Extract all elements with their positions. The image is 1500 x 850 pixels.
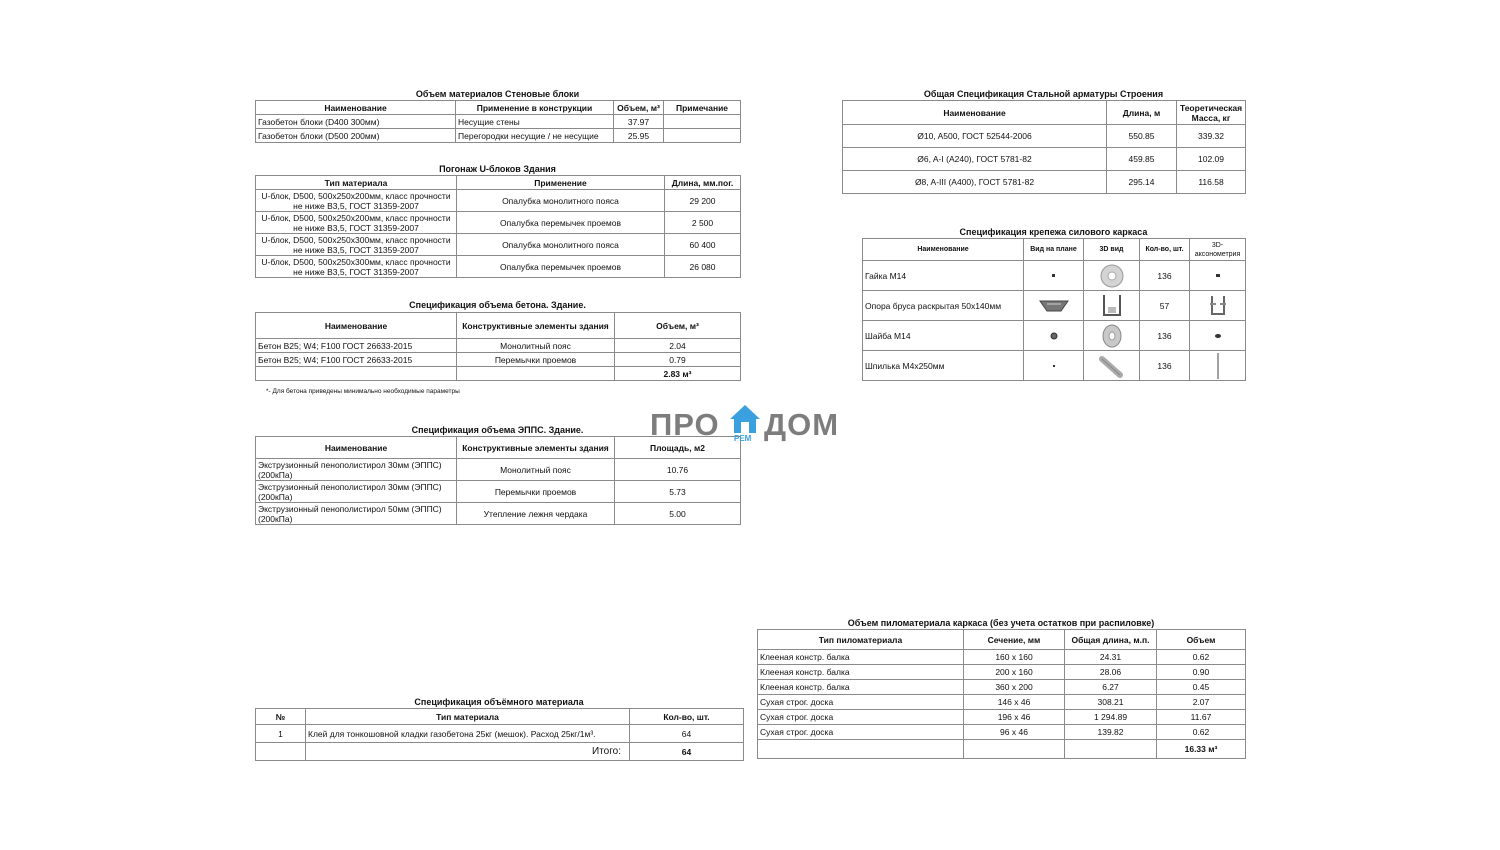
washer-axo-icon (1190, 321, 1246, 351)
cell: 196 x 46 (964, 710, 1065, 725)
concrete-note: *- Для бетона приведены минимально необходимые параметры (266, 388, 460, 395)
house-icon (728, 403, 762, 435)
cell: Опалубка монолитного пояса (457, 190, 665, 212)
total-row (256, 743, 744, 761)
cell: U-блок, D500, 500x250x300мм, класс прочности не ниже B3,5, ГОСТ 31359-2007 (256, 234, 457, 256)
beam-support-plan-icon (1024, 291, 1084, 321)
table-row (758, 725, 1246, 740)
cell: 360 x 200 (964, 680, 1065, 695)
wall-blocks-table (255, 100, 741, 143)
table-row (256, 212, 741, 234)
bulk-section (255, 696, 743, 761)
fasteners-title: Спецификация крепежа силового каркаса (959, 227, 1148, 237)
table-row (863, 291, 1246, 321)
column-header: Кол-во, шт. (630, 709, 744, 725)
cell: 295.14 (1107, 171, 1177, 194)
beam-support-axo-icon (1190, 291, 1246, 321)
cell: Экструзионный пенополистирол 50мм (ЭППС) (200кПа) (256, 503, 457, 525)
nut-plan-icon (1024, 261, 1084, 291)
column-header: Объем (1157, 630, 1246, 650)
cell: Газобетон блоки (D500 200мм) (256, 129, 456, 143)
table-row (256, 234, 741, 256)
cell: Опалубка перемычек проемов (457, 256, 665, 278)
concrete-section (255, 299, 740, 381)
beam-support-icon (1084, 291, 1140, 321)
fasteners-table (862, 238, 1246, 381)
cell: 0.90 (1157, 665, 1246, 680)
wall-blocks-title: Объем материалов Стеновые блоки (415, 89, 580, 99)
cell: 339.32 (1177, 125, 1246, 148)
column-header: Наименование (256, 101, 456, 115)
cell: Сухая строг. доска (758, 725, 964, 740)
cell: 116.58 (1177, 171, 1246, 194)
cell: 550.85 (1107, 125, 1177, 148)
cell: Опалубка перемычек проемов (457, 212, 665, 234)
table-row (758, 695, 1246, 710)
column-header: Тип материала (306, 709, 630, 725)
column-header: Длина, мм.пог. (665, 176, 741, 190)
concrete-table (255, 312, 741, 381)
cell: Перегородки несущие / не несущие (456, 129, 614, 143)
table-row (863, 321, 1246, 351)
stud-axo-icon (1190, 351, 1246, 381)
column-header: Длина, м (1107, 101, 1177, 125)
cell: 10.76 (615, 459, 741, 481)
bulk-title: Спецификация объёмного материала (414, 697, 584, 707)
column-header: Объем, м³ (614, 101, 664, 115)
bulk-total-label: Итого: (306, 743, 630, 761)
cell: Сухая строг. доска (758, 695, 964, 710)
stud-plan-icon (1024, 351, 1084, 381)
column-header: № (256, 709, 306, 725)
column-header: Объем, м³ (615, 313, 741, 339)
cell: 0.62 (1157, 725, 1246, 740)
cell: Монолитный пояс (457, 339, 615, 353)
cell: 60 400 (665, 234, 741, 256)
column-header: Кол-во, шт. (1140, 239, 1190, 261)
logo-subtext: РЕМ (734, 434, 752, 443)
cell: Гайка М14 (863, 261, 1024, 291)
cell: Клей для тонкошовной кладки газобетона 25кг (мешок). Расход 25кг/1м³. (306, 725, 630, 743)
table-row (843, 125, 1246, 148)
column-header: Сечение, мм (964, 630, 1065, 650)
column-header: Вид на плане (1024, 239, 1084, 261)
lumber-table (757, 629, 1246, 759)
table-row (758, 665, 1246, 680)
table-row (863, 351, 1246, 381)
cell: 5.00 (615, 503, 741, 525)
cell: 37.97 (614, 115, 664, 129)
cell: 136 (1140, 351, 1190, 381)
cell: Шпилька М4x250мм (863, 351, 1024, 381)
table-row (256, 339, 741, 353)
cell: Опора бруса раскрытая 50x140мм (863, 291, 1024, 321)
washer-plan-icon (1024, 321, 1084, 351)
cell: 0.79 (615, 353, 741, 367)
column-header: 3D-аксонометрия (1190, 239, 1246, 261)
steel-table (842, 100, 1246, 194)
column-header: Применение (457, 176, 665, 190)
total-row (758, 740, 1246, 759)
column-header: Тип пиломатериала (758, 630, 964, 650)
cell: 28.06 (1065, 665, 1157, 680)
cell: U-блок, D500, 500x250x200мм, класс прочности не ниже B3,5, ГОСТ 31359-2007 (256, 190, 457, 212)
cell (664, 129, 741, 143)
column-header: Тип материала (256, 176, 457, 190)
cell: 0.62 (1157, 650, 1246, 665)
cell: 0.45 (1157, 680, 1246, 695)
lumber-title: Объем пиломатериала каркаса (без учета остатков при распиловке) (847, 618, 1155, 628)
concrete-title: Спецификация объема бетона. Здание. (409, 300, 586, 310)
cell: 308.21 (1065, 695, 1157, 710)
column-header: Наименование (256, 313, 457, 339)
column-header: 3D вид (1084, 239, 1140, 261)
cell: 200 x 160 (964, 665, 1065, 680)
fasteners-section (862, 226, 1245, 381)
cell: Ø10, A500, ГОСТ 52544-2006 (843, 125, 1107, 148)
table-row (758, 710, 1246, 725)
u-blocks-table (255, 175, 741, 278)
cell: Перемычки проемов (457, 481, 615, 503)
cell: 136 (1140, 261, 1190, 291)
cell: 26 080 (665, 256, 741, 278)
logo-text-right: ДОМ (764, 407, 840, 442)
concrete-total: 2.83 м³ (615, 367, 741, 381)
cell: 11.67 (1157, 710, 1246, 725)
cell: Ø6, A-I (A240), ГОСТ 5781-82 (843, 148, 1107, 171)
logo-text-left: ПРО (650, 407, 720, 442)
column-header: Наименование (843, 101, 1107, 125)
stud-icon (1084, 351, 1140, 381)
table-row (256, 353, 741, 367)
cell: 24.31 (1065, 650, 1157, 665)
cell: Клееная констр. балка (758, 665, 964, 680)
cell: Монолитный пояс (457, 459, 615, 481)
table-row (758, 650, 1246, 665)
column-header: Конструктивные элементы здания (457, 313, 615, 339)
total-row (256, 367, 741, 381)
cell: U-блок, D500, 500x250x200мм, класс прочности не ниже B3,5, ГОСТ 31359-2007 (256, 212, 457, 234)
cell: 2 500 (665, 212, 741, 234)
nut-icon (1084, 261, 1140, 291)
table-row (843, 171, 1246, 194)
cell: 146 x 46 (964, 695, 1065, 710)
cell: 6.27 (1065, 680, 1157, 695)
cell: Шайба М14 (863, 321, 1024, 351)
cell: 1 294.89 (1065, 710, 1157, 725)
column-header: Наименование (863, 239, 1024, 261)
column-header: Примечание (664, 101, 741, 115)
cell: Сухая строг. доска (758, 710, 964, 725)
table-row (256, 115, 741, 129)
column-header: Применение в конструкции (456, 101, 614, 115)
table-row (256, 481, 741, 503)
cell: 1 (256, 725, 306, 743)
u-blocks-section (255, 163, 740, 278)
cell: 2.07 (1157, 695, 1246, 710)
lumber-total: 16.33 м³ (1157, 740, 1246, 759)
cell: Экструзионный пенополистирол 30мм (ЭППС) (200кПа) (256, 459, 457, 481)
cell: 5.73 (615, 481, 741, 503)
cell: 29 200 (665, 190, 741, 212)
cell: 25.95 (614, 129, 664, 143)
cell: 2.04 (615, 339, 741, 353)
column-header: Конструктивные элементы здания (457, 437, 615, 459)
cell (664, 115, 741, 129)
washer-icon (1084, 321, 1140, 351)
bulk-total-value: 64 (630, 743, 744, 761)
table-row (843, 148, 1246, 171)
nut-axo-icon (1190, 261, 1246, 291)
cell: Утепление лежня чердака (457, 503, 615, 525)
column-header: Общая длина, м.п. (1065, 630, 1157, 650)
cell: Перемычки проемов (457, 353, 615, 367)
table-row (256, 129, 741, 143)
cell: Клееная констр. балка (758, 680, 964, 695)
column-header: Площадь, м2 (615, 437, 741, 459)
cell: Клееная констр. балка (758, 650, 964, 665)
cell: Опалубка монолитного пояса (457, 234, 665, 256)
table-row (863, 261, 1246, 291)
cell: 139.82 (1065, 725, 1157, 740)
cell: Газобетон блоки (D400 300мм) (256, 115, 456, 129)
table-row (256, 725, 744, 743)
bulk-table (255, 708, 744, 761)
epps-title: Спецификация объема ЭППС. Здание. (411, 425, 584, 435)
table-row (256, 459, 741, 481)
wall-blocks-section (255, 88, 740, 143)
cell: 96 x 46 (964, 725, 1065, 740)
steel-title: Общая Спецификация Стальной арматуры Строения (923, 89, 1164, 99)
cell: Экструзионный пенополистирол 30мм (ЭППС) (200кПа) (256, 481, 457, 503)
u-blocks-title: Погонаж U-блоков Здания (439, 164, 556, 174)
column-header: Наименование (256, 437, 457, 459)
cell: 57 (1140, 291, 1190, 321)
table-row (256, 256, 741, 278)
lumber-section (757, 617, 1245, 759)
cell: U-блок, D500, 500x250x300мм, класс прочности не ниже B3,5, ГОСТ 31359-2007 (256, 256, 457, 278)
cell: Несущие стены (456, 115, 614, 129)
cell: 102.09 (1177, 148, 1246, 171)
cell: 160 x 160 (964, 650, 1065, 665)
logo (650, 403, 850, 445)
column-header: Теоретическая Масса, кг (1177, 101, 1246, 125)
cell: 136 (1140, 321, 1190, 351)
epps-table (255, 436, 741, 525)
cell: Бетон B25; W4; F100 ГОСТ 26633-2015 (256, 339, 457, 353)
table-row (256, 503, 741, 525)
steel-section (842, 88, 1245, 194)
table-row (758, 680, 1246, 695)
table-row (256, 190, 741, 212)
cell: 64 (630, 725, 744, 743)
cell: 459.85 (1107, 148, 1177, 171)
cell: Бетон B25; W4; F100 ГОСТ 26633-2015 (256, 353, 457, 367)
cell: Ø8, A-III (A400), ГОСТ 5781-82 (843, 171, 1107, 194)
